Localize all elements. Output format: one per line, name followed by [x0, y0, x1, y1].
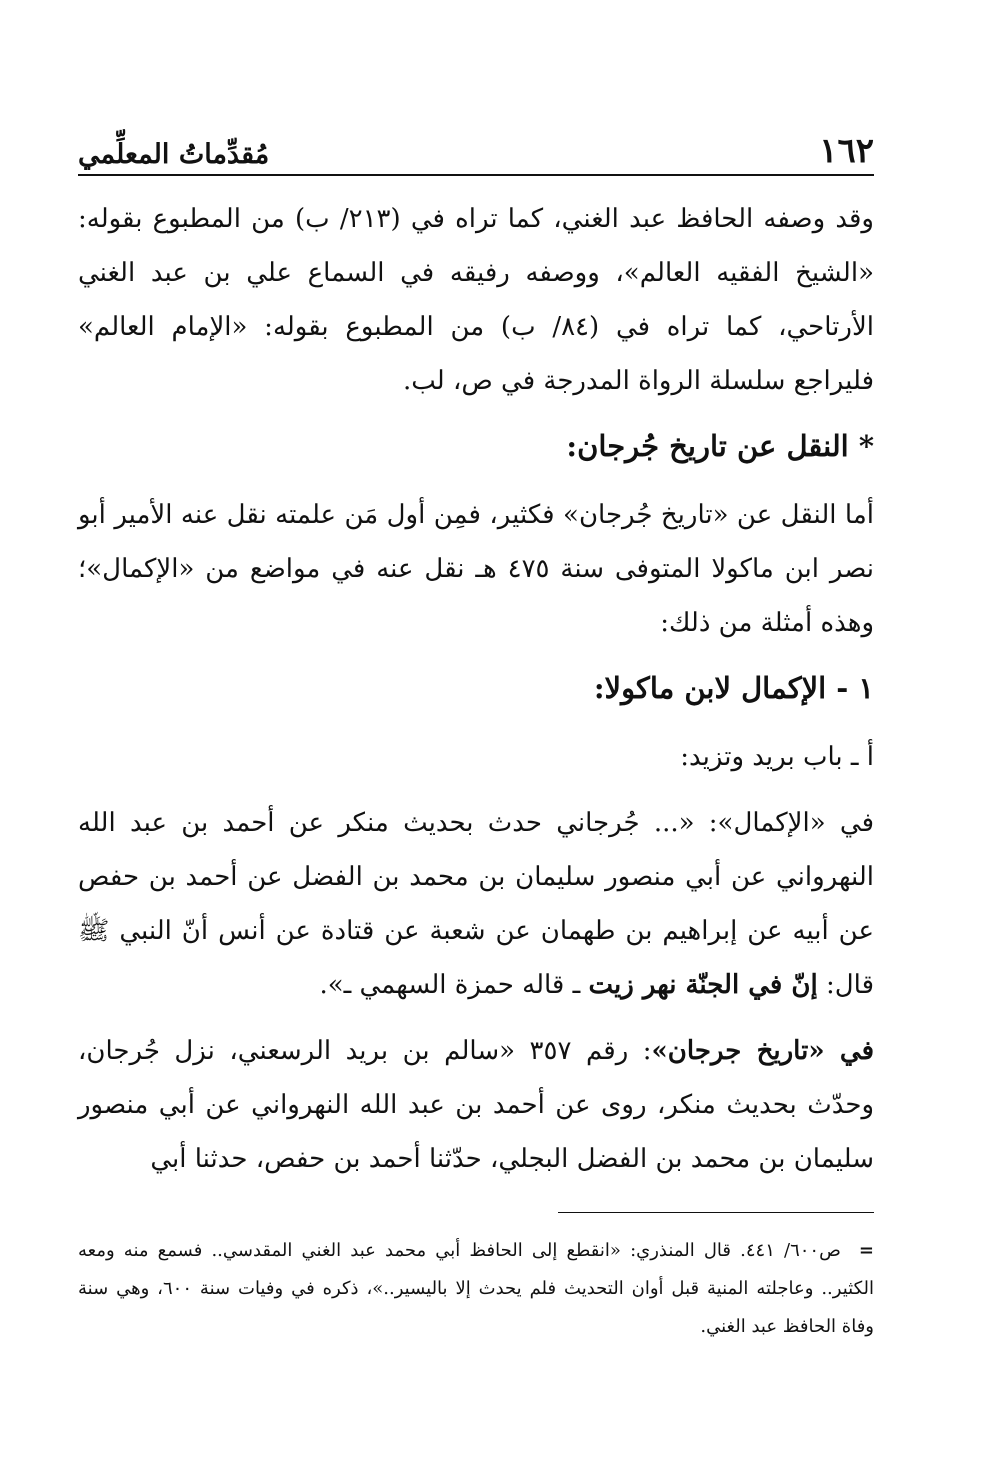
paragraph-1: وقد وصفه الحافظ عبد الغني، كما تراه في (٢١٣/ ب) من المطبوع بقوله: «الشيخ الفقيه العالم»، ووصفه رفيقه في السماع علي بن عبد الغني الأرتاحي، كما تراه في (٨٤/ ب) من المطبوع بقوله: «الإمام العالم» فليراجع سلسلة الرواة المدرجة في ص، لب. [78, 204, 874, 396]
paragraph-3-tail: ـ قاله حمزة السهمي ـ». [319, 970, 589, 1000]
paragraph-3-bold: إنّ في الجنّة نهر زيت [588, 970, 818, 1000]
footnote-block [78, 1232, 874, 1346]
paragraph-3 [78, 796, 874, 1012]
footnote-mark: = [858, 1240, 874, 1261]
paragraph-4-bold: في «تاريخ جرجان» [651, 1036, 874, 1066]
page-number: ١٦٢ [819, 131, 874, 171]
document-page [78, 120, 874, 1337]
footnote-separator [558, 1212, 874, 1213]
section-heading-jurjan: * النقل عن تاريخ جُرجان: [566, 429, 874, 463]
paragraph-4-text: : رقم ٣٥٧ «سالم بن بريد الرسعني، نزل جُرجان، وحدّث بحديث منكر، روى عن أحمد بن عبد الله النهرواني عن أبي منصور سليمان بن محمد بن الفضل البجلي، حدّثنا أحمد بن حفص، حدثنا أبي [78, 1036, 874, 1174]
paragraph-4 [78, 1024, 874, 1186]
main-content [78, 192, 874, 1186]
footnote-text: ص٦٠٠/ ٤٤١. قال المنذري: «انقطع إلى الحافظ أبي محمد عبد الغني المقدسي.. فسمع منه ومعه الكثير.. وعاجلته المنية قبل أوان التحديث فلم يحدث إلا باليسير..»، ذكره في وفيات سنة ٦٠٠، وهي سنة وفاة الحافظ عبد الغني. [78, 1240, 874, 1337]
subheading-bab-burayd: أ ـ باب بريد وتزيد: [680, 742, 874, 772]
page-header [78, 120, 874, 176]
paragraph-2: أما النقل عن «تاريخ جُرجان» فكثير، فمِن أول مَن علمته نقل عنه الأمير أبو نصر ابن ماكولا المتوفى سنة ٤٧٥ هـ نقل عنه في مواضع من «الإكمال»؛ وهذه أمثلة من ذلك: [78, 500, 874, 638]
running-title: مُقدِّماتُ المعلِّمي [78, 139, 270, 170]
paragraph-3-text: في «الإكمال»: «... جُرجاني حدث بحديث منكر عن أحمد بن عبد الله النهرواني عن أبي منصور سليمان بن محمد بن الفضل عن أحمد بن حفص عن أبيه عن إبراهيم بن طهمان عن شعبة عن قتادة عن أنس أنّ النبي ﷺ قال: [78, 808, 874, 1000]
subsection-heading-ikmal: ١ - الإكمال لابن ماكولا: [593, 671, 874, 705]
